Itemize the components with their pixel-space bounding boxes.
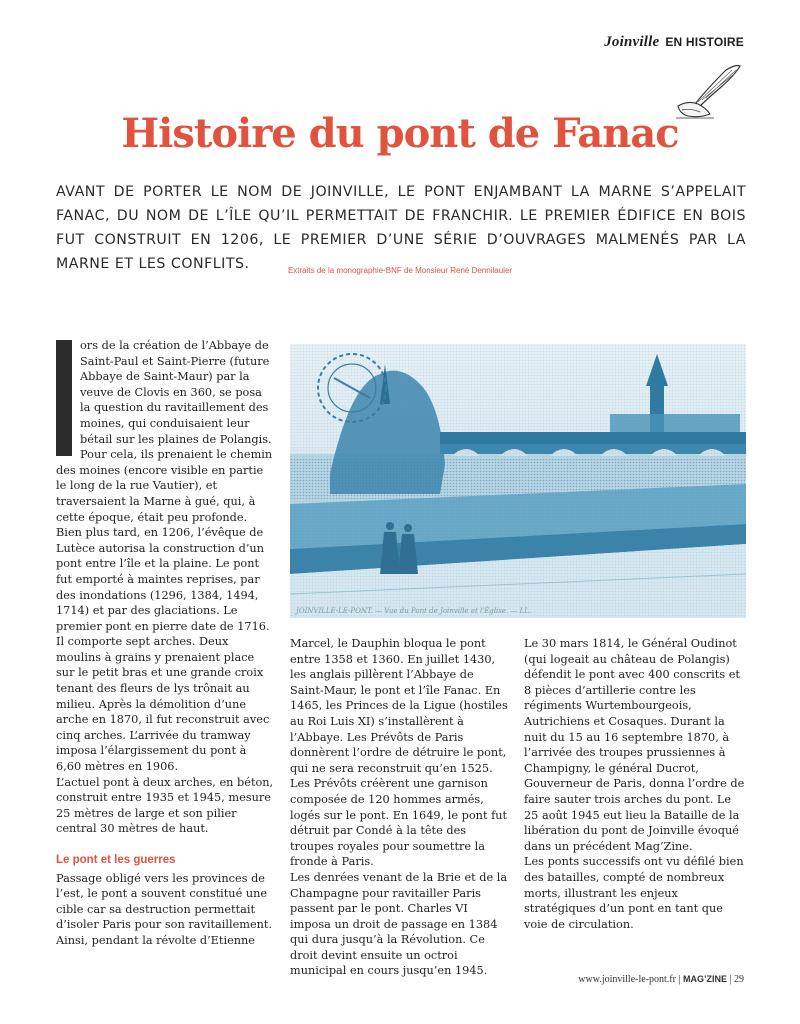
website-link[interactable]: www.joinville-le-pont.fr: [578, 974, 676, 985]
brand-logo: Joinville: [604, 34, 660, 50]
postcard-illustration: [290, 344, 746, 618]
magazine-name: MAG’ZINE: [682, 974, 727, 984]
intro-paragraph: AVANT DE PORTER LE NOM DE JOINVILLE, LE PONT ENJAMBANT LA MARNE S’APPELAIT FANAC, DU NOM DE L’ÎLE QU’IL PERMETTAIT DE FRANCHIR. LE PREMIER ÉDIFICE EN BOIS FUT CONSTRUIT EN 1206, LE PREMIER D’UNE SÉRIE D’OUVRAGES MALMENÉS PAR LA MARNE ET LES CONFLITS.: [56, 184, 746, 272]
source-credit: Extraits de la monographie-BNF de Monsieur René Dennilauler: [287, 266, 513, 275]
paragraph: Les denrées venant de la Brie et de la Champagne pour ravitailler Paris passent par le pont. Charles VI imposa un droit de passage en 1384 qui dura jusqu’à la Révolution. Ce droit devint ensuite un octroi municipal en cours jusqu’en 1945.: [290, 870, 508, 978]
paragraph: Les ponts successifs ont vu défilé bien des batailles, compté de nombreux morts, illustrant les enjeux stratégiques d’un pont en tant que voie de circulation.: [524, 855, 744, 931]
section-rubric: [604, 34, 744, 51]
photo-caption: JOINVILLE-LE-PONT. — Vue du Pont de Joinville et l'Église. — LL.: [296, 607, 532, 615]
page-title: Histoire du pont de Fanac: [121, 110, 679, 157]
dropcap-letter-l: [56, 340, 72, 456]
paragraph: Marcel, le Dauphin bloqua le pont entre 1358 et 1360. En juillet 1430, les anglais pillèrent l’Abbaye de Saint-Maur, le pont et l’île Fanac. En 1465, les Princes de la Ligue (hostiles au Roi Luis XI) s’installèrent à l’Abbaye. Les Prévôts de Paris donnèrent l’ordre de détruire le pont, qui ne sera reconstruit qu’en 1525. Les Prévôts créèrent une garnison composée de 120 hommes armés, logés sur le pont. En 1649, le pont fut détruit par Condé à la tête des troupes royales pour soumettre la fronde à Paris.: [290, 637, 508, 869]
paragraph: Bien plus tard, en 1206, l’évêque de Lutèce autorisa la construction d’un pont entre l’île et la plaine. Le pont fut emporté à maintes reprises, par des inondations (1296, 1384, 1494, 1714) et par des glaciations. Le premier pont en pierre date de 1716. Il comporte sept arches. Deux moulins à grains y prenaient place sur le petit bras et une grande croix tenant des fleurs de lys trônait au milieu. Après la démolition d’une arche en 1870, il fut reconstruit avec cinq arches. L’arrivée du tramway imposa l’élargissement du pont à 6,60 mètres en 1906.: [56, 526, 270, 774]
article-column-3: [524, 636, 746, 932]
paragraph: ors de la création de l’Abbaye de Saint-Paul et Saint-Pierre (future Abbaye de Saint-Maur) par la veuve de Clovis en 360, se posa la question du ravitaillement des moines, qui conduisaient leur bétail sur les plaines de Polangis. Pour cela, ils prenaient le chemin des moines (encore visible en partie le long de la rue Vautier), et traversaient la Marne à gué, qui, à cette époque, était peu profonde.: [56, 339, 273, 524]
article-column-1: [56, 338, 274, 949]
paragraph: Le 30 mars 1814, le Général Oudinot (qui logeait au château de Polangis) défendit le pont avec 400 conscrits et 8 pièces d’artillerie contre les régiments Wurtembourgeois, Autrichiens et Cosaques. Durant la nuit du 15 au 16 septembre 1870, à l’arrivée des troupes prussiennes à Champigny, le général Ducrot, Gouverneur de Paris, donna l’ordre de faire sauter trois arches du pont. Le 25 août 1945 eut lieu la Bataille de la libération du pont de Joinville évoqué dans un précédent Mag’Zine.: [524, 637, 745, 853]
subheading: Le pont et les guerres: [56, 854, 176, 866]
article-column-2: [290, 636, 508, 979]
page-footer: www.joinville-le-pont.fr | MAG’ZINE | 29: [578, 974, 744, 985]
paragraph: Passage obligé vers les provinces de l’est, le pont a souvent constitué une cible car sa destruction permettait d’isoler Paris pour son ravitaillement. Ainsi, pendant la révolte d’Etienne: [56, 871, 273, 947]
page-number: 29: [734, 974, 744, 985]
section-label: EN HISTOIRE: [665, 35, 744, 49]
paragraph: L’actuel pont à deux arches, en béton, construit entre 1935 et 1945, mesure 25 mètres de large et son pilier central 30 mètres de haut.: [56, 775, 274, 836]
historic-postcard-photo: [290, 344, 746, 618]
